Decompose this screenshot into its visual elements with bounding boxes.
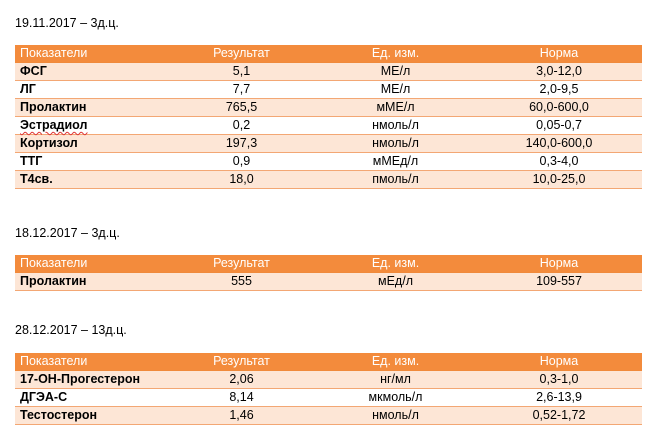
table-row — [15, 135, 642, 153]
column-header-result: Результат — [168, 255, 315, 273]
table-row — [15, 63, 642, 81]
cell-name: Тестостерон — [15, 407, 168, 425]
column-header-norm: Норма — [476, 255, 642, 273]
table-row — [15, 117, 642, 135]
section-date: 28.12.2017 – 13д.ц. — [15, 323, 127, 337]
cell-name: ФСГ — [15, 63, 168, 81]
column-header-norm: Норма — [476, 45, 642, 63]
results-table — [15, 45, 642, 189]
cell-result: 18,0 — [168, 171, 315, 189]
cell-name: Т4св. — [15, 171, 168, 189]
table-header-row — [15, 45, 642, 63]
cell-name: Пролактин — [15, 99, 168, 117]
table-row — [15, 99, 642, 117]
column-header-unit: Ед. изм. — [315, 255, 476, 273]
table-row — [15, 389, 642, 407]
cell-result: 8,14 — [168, 389, 315, 407]
cell-unit: МЕ/л — [315, 63, 476, 81]
table-row — [15, 81, 642, 99]
cell-norm: 0,05-0,7 — [476, 117, 642, 135]
cell-result: 2,06 — [168, 371, 315, 389]
cell-norm: 10,0-25,0 — [476, 171, 642, 189]
cell-name: ЛГ — [15, 81, 168, 99]
table-row — [15, 153, 642, 171]
cell-result: 555 — [168, 273, 315, 291]
column-header-norm: Норма — [476, 353, 642, 371]
table-header-row — [15, 353, 642, 371]
cell-norm: 140,0-600,0 — [476, 135, 642, 153]
cell-unit: мкмоль/л — [315, 389, 476, 407]
cell-norm: 2,6-13,9 — [476, 389, 642, 407]
cell-unit: МЕ/л — [315, 81, 476, 99]
cell-norm: 0,52-1,72 — [476, 407, 642, 425]
cell-norm: 60,0-600,0 — [476, 99, 642, 117]
cell-norm: 2,0-9,5 — [476, 81, 642, 99]
cell-unit: мМЕ/л — [315, 99, 476, 117]
cell-unit: мЕд/л — [315, 273, 476, 291]
cell-norm: 109-557 — [476, 273, 642, 291]
table-row — [15, 273, 642, 291]
cell-result: 197,3 — [168, 135, 315, 153]
column-header-unit: Ед. изм. — [315, 45, 476, 63]
table-row — [15, 407, 642, 425]
cell-result: 5,1 — [168, 63, 315, 81]
column-header-unit: Ед. изм. — [315, 353, 476, 371]
cell-name: Пролактин — [15, 273, 168, 291]
section-date: 19.11.2017 – 3д.ц. — [15, 16, 119, 30]
cell-unit: нмоль/л — [315, 135, 476, 153]
cell-unit: нмоль/л — [315, 407, 476, 425]
cell-unit: нмоль/л — [315, 117, 476, 135]
table-header-row — [15, 255, 642, 273]
cell-unit: мМЕд/л — [315, 153, 476, 171]
cell-name: ТТГ — [15, 153, 168, 171]
column-header-name: Показатели — [15, 255, 168, 273]
cell-result: 0,9 — [168, 153, 315, 171]
cell-result: 7,7 — [168, 81, 315, 99]
table-row — [15, 371, 642, 389]
section-date: 18.12.2017 – 3д.ц. — [15, 226, 120, 240]
cell-norm: 0,3-1,0 — [476, 371, 642, 389]
cell-unit: нг/мл — [315, 371, 476, 389]
cell-name: Кортизол — [15, 135, 168, 153]
cell-name: ДГЭА-С — [15, 389, 168, 407]
table-row — [15, 171, 642, 189]
cell-result: 1,46 — [168, 407, 315, 425]
cell-norm: 0,3-4,0 — [476, 153, 642, 171]
cell-norm: 3,0-12,0 — [476, 63, 642, 81]
cell-unit: пмоль/л — [315, 171, 476, 189]
column-header-result: Результат — [168, 353, 315, 371]
cell-result: 765,5 — [168, 99, 315, 117]
cell-result: 0,2 — [168, 117, 315, 135]
cell-name-text: Эстрадиол — [20, 118, 88, 132]
column-header-result: Результат — [168, 45, 315, 63]
column-header-name: Показатели — [15, 353, 168, 371]
results-table — [15, 255, 642, 291]
cell-name — [15, 117, 168, 135]
results-table — [15, 353, 642, 425]
cell-name: 17-ОН-Прогестерон — [15, 371, 168, 389]
column-header-name: Показатели — [15, 45, 168, 63]
